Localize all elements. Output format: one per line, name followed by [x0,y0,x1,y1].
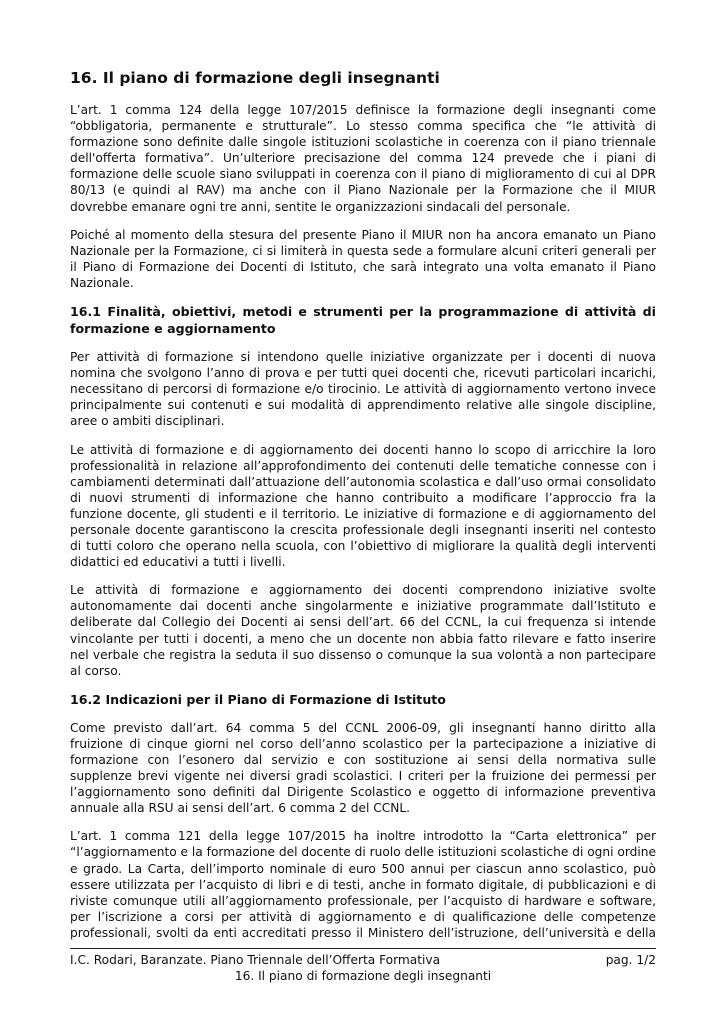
page-title: 16. Il piano di formazione degli insegnanti [70,69,440,87]
footer-divider [70,948,656,949]
footer-school-name: I.C. Rodari, Baranzate. Piano Triennale dell’Offerta Formativa [70,953,441,967]
intro-paragraph: L’art. 1 comma 124 della legge 107/2015 definisce la formazione degli insegnanti come “obbligatoria, permanente e strutturale”. Lo stesso comma specifica che “le attività di formazione sono definite dalle singole istituzioni scolastiche in coerenza con il piano triennale dell'offerta formativa”. Un’ulteriore precisazione del comma 124 prevede che i piani di formazione delle scuole siano sviluppati in coerenza con il piano di miglioramento di cui al DPR 80/13 (e quindi al RAV) ma anche con il Piano Nazionale per la Formazione che il MIUR dovrebbe emanare ogni tre anni, sentite le organizzazioni sindacali del personale. [70,103,656,214]
section-1-paragraph: Per attività di formazione si intendono quelle iniziative organizzate per i docenti di nuova nomina che svolgono l’anno di prova e per tutti quei docenti che, ricevuti particolari incarichi, necessitano di percorsi di formazione e/o tirocinio. Le attività di aggiornamento vertono invece principalmente sui contenuti e sui modalità di apprendimento relative alle singole discipline, aree o ambiti disciplinari. [70,350,656,429]
section-1-paragraph: Le attività di formazione e aggiornamento dei docenti comprendono iniziative svolte autonomamente dai docenti anche singolarmente e iniziative programmate dall’Istituto e deliberate dal Collegio dei Docenti ai sensi dell’art. 66 del CCNL, la cui frequenza si intende vincolante per tutti i docenti, a meno che un docente non abbia fatto rilevare e fatto inserire nel verbale che registra la seduta il suo dissenso o comunque la sua volontà a non partecipare al corso. [70,583,656,678]
section-heading-16-2: 16.2 Indicazioni per il Piano di Formazione di Istituto [70,691,446,707]
section-heading-16-1: 16.1 Finalità, obiettivi, metodi e strumenti per la programmazione di attività di formazione e aggiornamento [70,304,656,337]
intro-paragraph: Poiché al momento della stesura del presente Piano il MIUR non ha ancora emanato un Piano Nazionale per la Formazione, ci si limiterà in questa sede a formulare alcuni criteri generali per il Piano di Formazione dei Docenti di Istituto, che sarà integrato una volta emanato il Piano Nazionale. [70,227,656,290]
section-1-paragraph: Le attività di formazione e di aggiornamento dei docenti hanno lo scopo di arricchire la loro professionalità in relazione all’approfondimento dei contenuti delle tematiche connesse con i cambiamenti determinati dall’attuazione dell’autonomia scolastica e dall’uso ormai consolidato di nuovi strumenti di informazione che hanno contribuito a modificare l’approccio fra la funzione docente, gli studenti e il territorio. Le iniziative di formazione e di aggiornamento del personale docente garantiscono la crescita professionale degli insegnanti inseriti nel contesto di tutti coloro che operano nella scuola, con l’obiettivo di migliorare la qualità degli interventi didattici ed educativi a tutti i livelli. [70,442,656,570]
section-2-paragraph: Come previsto dall’art. 64 comma 5 del CCNL 2006-09, gli insegnanti hanno diritto alla fruizione di cinque giorni nel corso dell’anno scolastico per la partecipazione a iniziative di formazione con l’esonero dal servizio e con sostituzione ai sensi della normativa sulle supplenze brevi vigente nei diversi gradi scolastici. I criteri per la fruizione dei permessi per l’aggiornamento sono definiti dal Dirigente Scolastico e oggetto di informazione preventiva annuale alla RSU ai sensi dell’art. 6 comma 2 del CCNL. [70,720,656,816]
page-content [70,68,656,942]
footer-page-number: pag. 1/2 [605,953,656,967]
footer-section-title: 16. Il piano di formazione degli insegnanti [234,969,492,983]
page-footer [70,952,656,984]
section-2-paragraph: L’art. 1 comma 121 della legge 107/2015 ha inoltre introdotto la “Carta elettronica” per “l’aggiornamento e la formazione del docente di ruolo delle istituzioni scolastiche di ogni ordine e grado. La Carta, dell’importo nominale di euro 500 annui per ciascun anno scolastico, può essere utilizzata per l’acquisto di libri e di testi, anche in formato digitale, di pubblicazioni e di riviste comunque utili all’aggiornamento professionale, per l’acquisto di hardware e software, per l’iscrizione a corsi per attività di aggiornamento e di qualificazione delle competenze professionali, svolti da enti accreditati presso il Ministero dell’istruzione, dell’università e della [70,829,656,940]
